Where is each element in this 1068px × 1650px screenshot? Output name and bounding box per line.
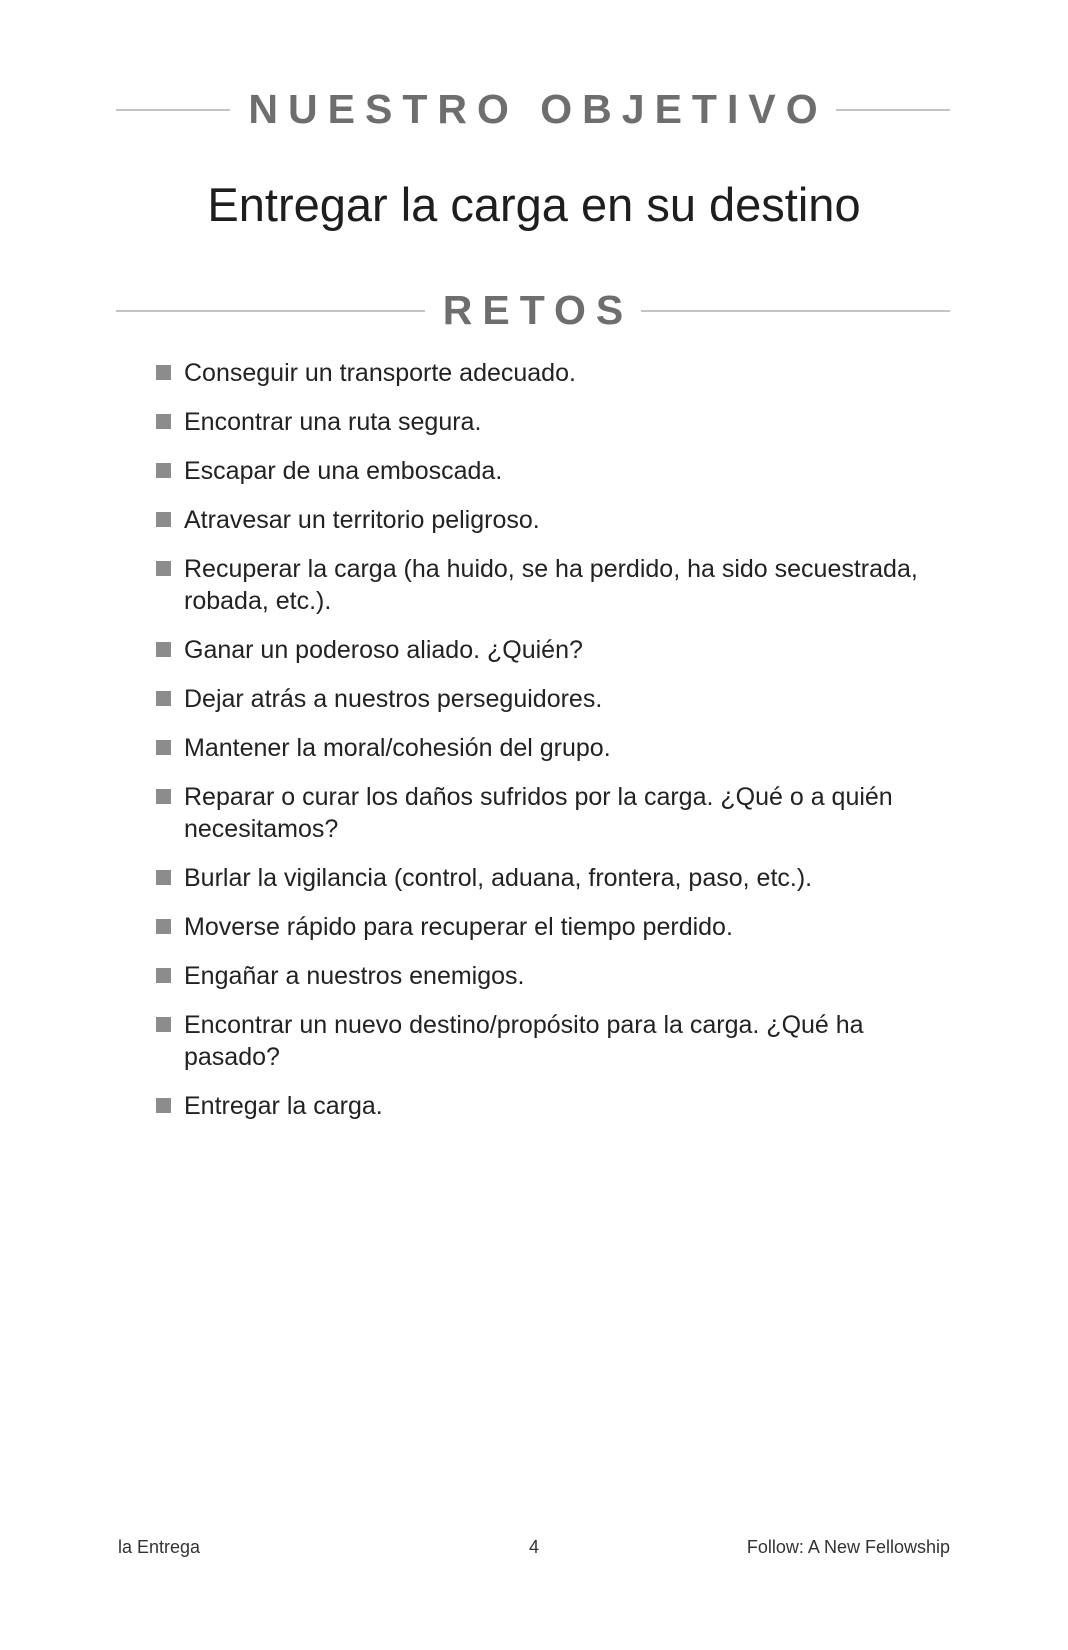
heading-rule-left xyxy=(116,310,425,312)
list-item xyxy=(156,553,956,617)
list-item-text: Atravesar un territorio peligroso. xyxy=(184,506,540,534)
list-item xyxy=(156,455,956,487)
list-item xyxy=(156,911,956,943)
square-bullet-icon xyxy=(156,968,171,983)
challenges-section-heading xyxy=(116,287,950,333)
square-bullet-icon xyxy=(156,789,171,804)
objective-section-heading xyxy=(116,86,950,132)
list-item-text: Recuperar la carga (ha huido, se ha perdido, ha sido secuestrada, robada, etc.). xyxy=(184,555,918,615)
heading-rule-left xyxy=(116,109,230,111)
list-item-text: Engañar a nuestros enemigos. xyxy=(184,962,525,990)
square-bullet-icon xyxy=(156,561,171,576)
list-item xyxy=(156,781,956,845)
list-item-text: Conseguir un transporte adecuado. xyxy=(184,359,576,387)
square-bullet-icon xyxy=(156,1017,171,1032)
square-bullet-icon xyxy=(156,740,171,755)
square-bullet-icon xyxy=(156,414,171,429)
list-item xyxy=(156,960,956,992)
list-item-text: Burlar la vigilancia (control, aduana, frontera, paso, etc.). xyxy=(184,864,813,892)
list-item xyxy=(156,1009,956,1073)
challenges-heading-label: RETOS xyxy=(442,287,634,333)
square-bullet-icon xyxy=(156,691,171,706)
square-bullet-icon xyxy=(156,463,171,478)
list-item-text: Mantener la moral/cohesión del grupo. xyxy=(184,734,611,762)
list-item-text: Ganar un poderoso aliado. ¿Quién? xyxy=(184,636,583,664)
list-item xyxy=(156,683,956,715)
footer-title-left: la Entrega xyxy=(118,1537,201,1557)
list-item xyxy=(156,1090,956,1122)
list-item xyxy=(156,357,956,389)
square-bullet-icon xyxy=(156,365,171,380)
list-item xyxy=(156,634,956,666)
objective-heading-label: NUESTRO OBJETIVO xyxy=(248,86,828,132)
list-item-text: Encontrar una ruta segura. xyxy=(184,408,482,436)
list-item-text: Entregar la carga. xyxy=(184,1092,383,1120)
list-item-text: Reparar o curar los daños sufridos por la carga. ¿Qué o a quién necesitamos? xyxy=(184,783,893,843)
list-item-text: Moverse rápido para recuperar el tiempo perdido. xyxy=(184,913,733,941)
list-item-text: Encontrar un nuevo destino/propósito para la carga. ¿Qué ha pasado? xyxy=(184,1011,864,1071)
heading-rule-right xyxy=(836,109,950,111)
square-bullet-icon xyxy=(156,870,171,885)
objective-text: Entregar la carga en su destino xyxy=(207,178,861,231)
list-item-text: Escapar de una emboscada. xyxy=(184,457,503,485)
list-item xyxy=(156,504,956,536)
list-item xyxy=(156,862,956,894)
list-item xyxy=(156,406,956,438)
square-bullet-icon xyxy=(156,1098,171,1113)
square-bullet-icon xyxy=(156,512,171,527)
heading-rule-right xyxy=(641,310,950,312)
footer-title-right: Follow: A New Fellowship xyxy=(746,1537,950,1557)
square-bullet-icon xyxy=(156,919,171,934)
list-item-text: Dejar atrás a nuestros perseguidores. xyxy=(184,685,603,713)
challenges-list xyxy=(156,357,956,1139)
square-bullet-icon xyxy=(156,642,171,657)
page-number: 4 xyxy=(528,1537,539,1557)
list-item xyxy=(156,732,956,764)
